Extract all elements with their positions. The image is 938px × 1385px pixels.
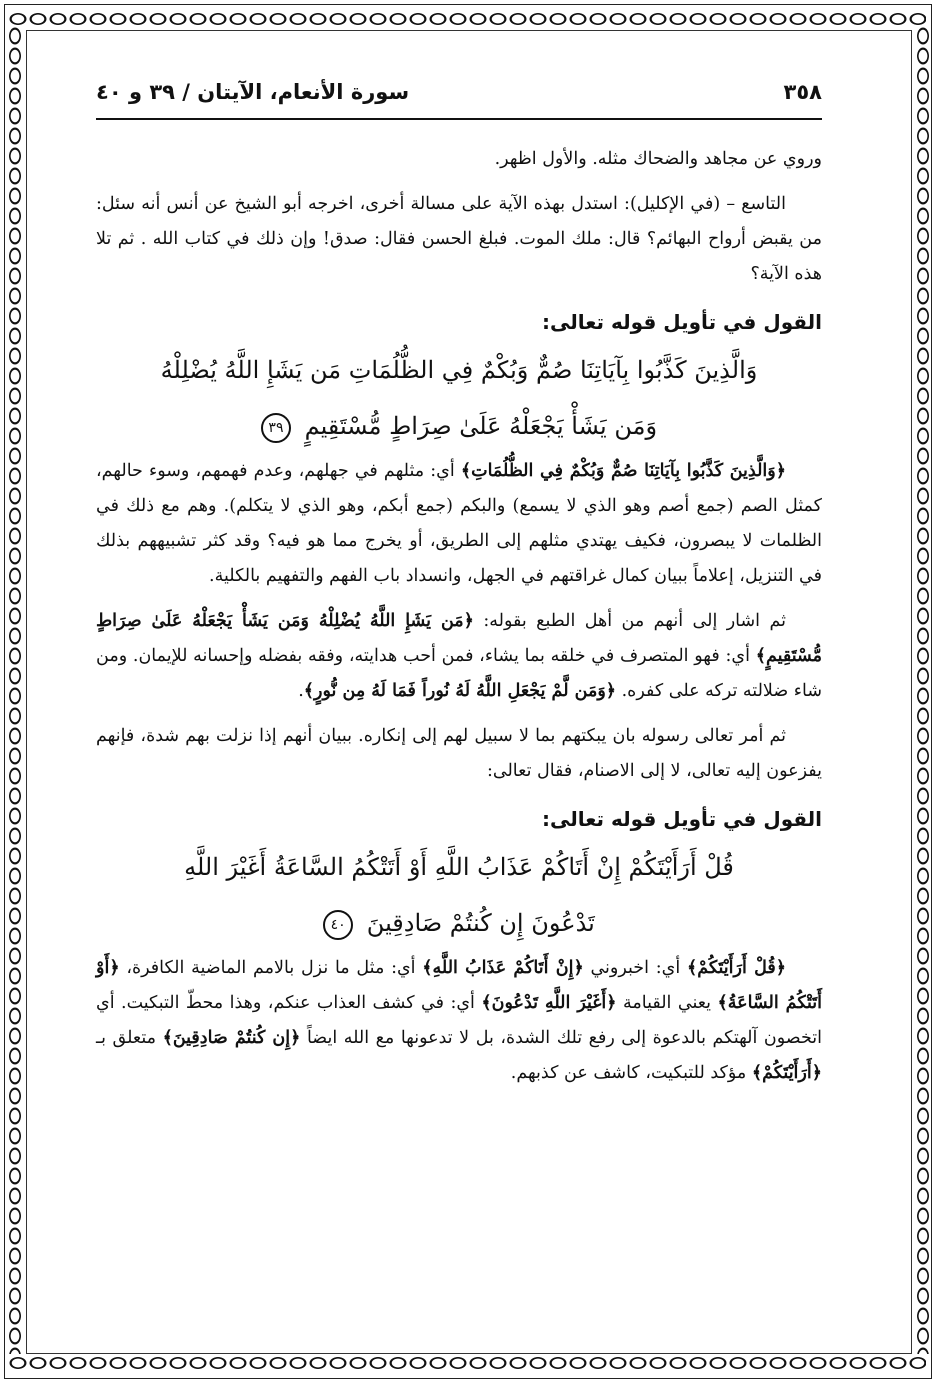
page-body: [96, 142, 822, 1101]
quran-verse-line: [96, 398, 822, 454]
chain-border-bottom: [8, 1356, 926, 1370]
paragraph: ثم أمر تعالى رسوله بان يبكتهم بما لا سبيل لهم إلى إنكاره. ببيان أنهم إذا نزلت بهم شدة، فإنهم يفزعون إليه تعالى، لا إلى الاصنام، فقال تعالى:: [96, 726, 822, 781]
page-header: [96, 72, 822, 112]
quran-quote: ﴿قُلْ أَرَأَيْتَكُمْ﴾: [686, 958, 786, 978]
paragraph: [96, 604, 822, 709]
quran-quote: ﴿أَوْ أَتَتْكُمُ السَّاعَةُ﴾: [96, 958, 823, 1013]
quran-quote: ﴿أَغَيْرَ اللَّهِ تَدْعُونَ﴾: [481, 993, 617, 1013]
quran-verse-line: وَالَّذِينَ كَذَّبُوا بِآيَاتِنَا صُمٌّ وَبُكْمٌ فِي الظُّلُمَاتِ مَن يَشَإِ اللَّهُ يُضْلِلْهُ: [160, 356, 758, 384]
quran-verse-line: قُلْ أَرَأَيْتَكُمْ إِنْ أَتَاكُمْ عَذَابُ اللَّهِ أَوْ أَتَتْكُمُ السَّاعَةُ أَغَيْرَ اللَّهِ: [184, 853, 734, 881]
running-title: سورة الأنعام، الآيتان / ٣٩ و ٤٠: [96, 80, 410, 104]
verse-text: وَمَن يَشَأْ يَجْعَلْهُ عَلَىٰ صِرَاطٍ مُّسْتَقِيمٍ: [304, 412, 658, 440]
quran-quote: ﴿أَرَأَيْتَكُمْ﴾: [751, 1063, 822, 1083]
commentary-text: .: [298, 681, 304, 701]
ayah-number-icon: ٣٩: [261, 413, 291, 443]
commentary-text: أي: مثلهم في جهلهم، وعدم فهمهم، وسوء حالهم، كمثل الصم (جمع أصم وهو الذي لا يسمع) والبكم (جمع أبكم، وهو الذي لا يتكلم). وهم مع ذلك في الظلمات لا يبصرون، فكيف يهتدي مثلهم إلى الطريق، أو يخرج مما هو فيه؟ وقد كثر تشبيههم بذلك في التنزيل، إعلاماً ببيان كمال غراقتهم في الجهل، وانسداد باب الفهم والتفهيم بالكلية.: [96, 461, 822, 586]
commentary-text: مؤكد للتبكيت، كاشف عن كذبهم.: [510, 1063, 752, 1083]
commentary-text: أي: اخبروني: [583, 958, 687, 978]
commentary-text: يعني القيامة: [616, 993, 718, 1013]
paragraph: وروي عن مجاهد والضحاك مثله. والأول اظهر.: [494, 149, 822, 169]
header-rule: [96, 118, 822, 120]
verse-text: تَدْعُونَ إِن كُنتُمْ صَادِقِينَ: [366, 909, 595, 937]
quran-quote: ﴿إِن كُنتُمْ صَادِقِينَ﴾: [162, 1028, 301, 1048]
chain-border-right: [916, 26, 930, 1354]
page-number: ٣٥٨: [783, 80, 822, 104]
paragraph: [96, 454, 822, 594]
section-heading: القول في تأويل قوله تعالى:: [542, 807, 822, 831]
quran-quote: ﴿وَمَن لَّمْ يَجْعَلِ اللَّهُ لَهُ نُوراً فَمَا لَهُ مِن نُّورٍ﴾: [303, 681, 617, 701]
quran-verse-line: [96, 895, 822, 951]
commentary-text: متعلق بـ: [96, 1028, 163, 1048]
commentary-text: أي: فهو المتصرف في خلقه بما يشاء، فمن أحب هدايته، وفقه بفضله وإحسانه للإيمان. ومن شاء ضلالته تركه على كفره.: [96, 646, 822, 701]
chain-border-top: [8, 12, 926, 26]
paragraph: [96, 951, 822, 1091]
commentary-text: أي: مثل ما نزل بالامم الماضية الكافرة،: [119, 958, 423, 978]
quran-quote: ﴿مَن يَشَإِ اللَّهُ يُضْلِلْهُ وَمَن يَشَأْ يَجْعَلْهُ عَلَىٰ صِرَاطٍ مُّسْتَقِيمٍ﴾: [96, 611, 822, 666]
commentary-text: ثم اشار إلى أنهم من أهل الطبع بقوله:: [473, 611, 786, 631]
paragraph: التاسع – (في الإكليل): استدل بهذه الآية على مسالة أخرى، اخرجه أبو الشيخ عن أنس أنه سئل: من يقبض أرواح البهائم؟ قال: ملك الموت. فبلغ الحسن فقال: صدق! وإن ذلك في كتاب الله . ثم تلا هذه الآية؟: [96, 194, 822, 284]
quran-quote: ﴿وَالَّذِينَ كَذَّبُوا بِآيَاتِنَا صُمٌّ وَبُكْمٌ فِي الظُّلُمَاتِ﴾: [460, 461, 786, 481]
quran-quote: ﴿إِنْ أَتَاكُمْ عَذَابُ اللَّهِ﴾: [422, 958, 584, 978]
chain-border-left: [8, 26, 22, 1354]
ayah-number-icon: ٤٠: [323, 910, 353, 940]
section-heading: القول في تأويل قوله تعالى:: [542, 310, 822, 334]
commentary-text: أي: في كشف العذاب عنكم، وهذا محطّ التبكيت. أي اتخصون آلهتكم بالدعوة إلى رفع تلك الشدة، بل لا تدعونها مع الله ايضاً: [96, 993, 823, 1048]
